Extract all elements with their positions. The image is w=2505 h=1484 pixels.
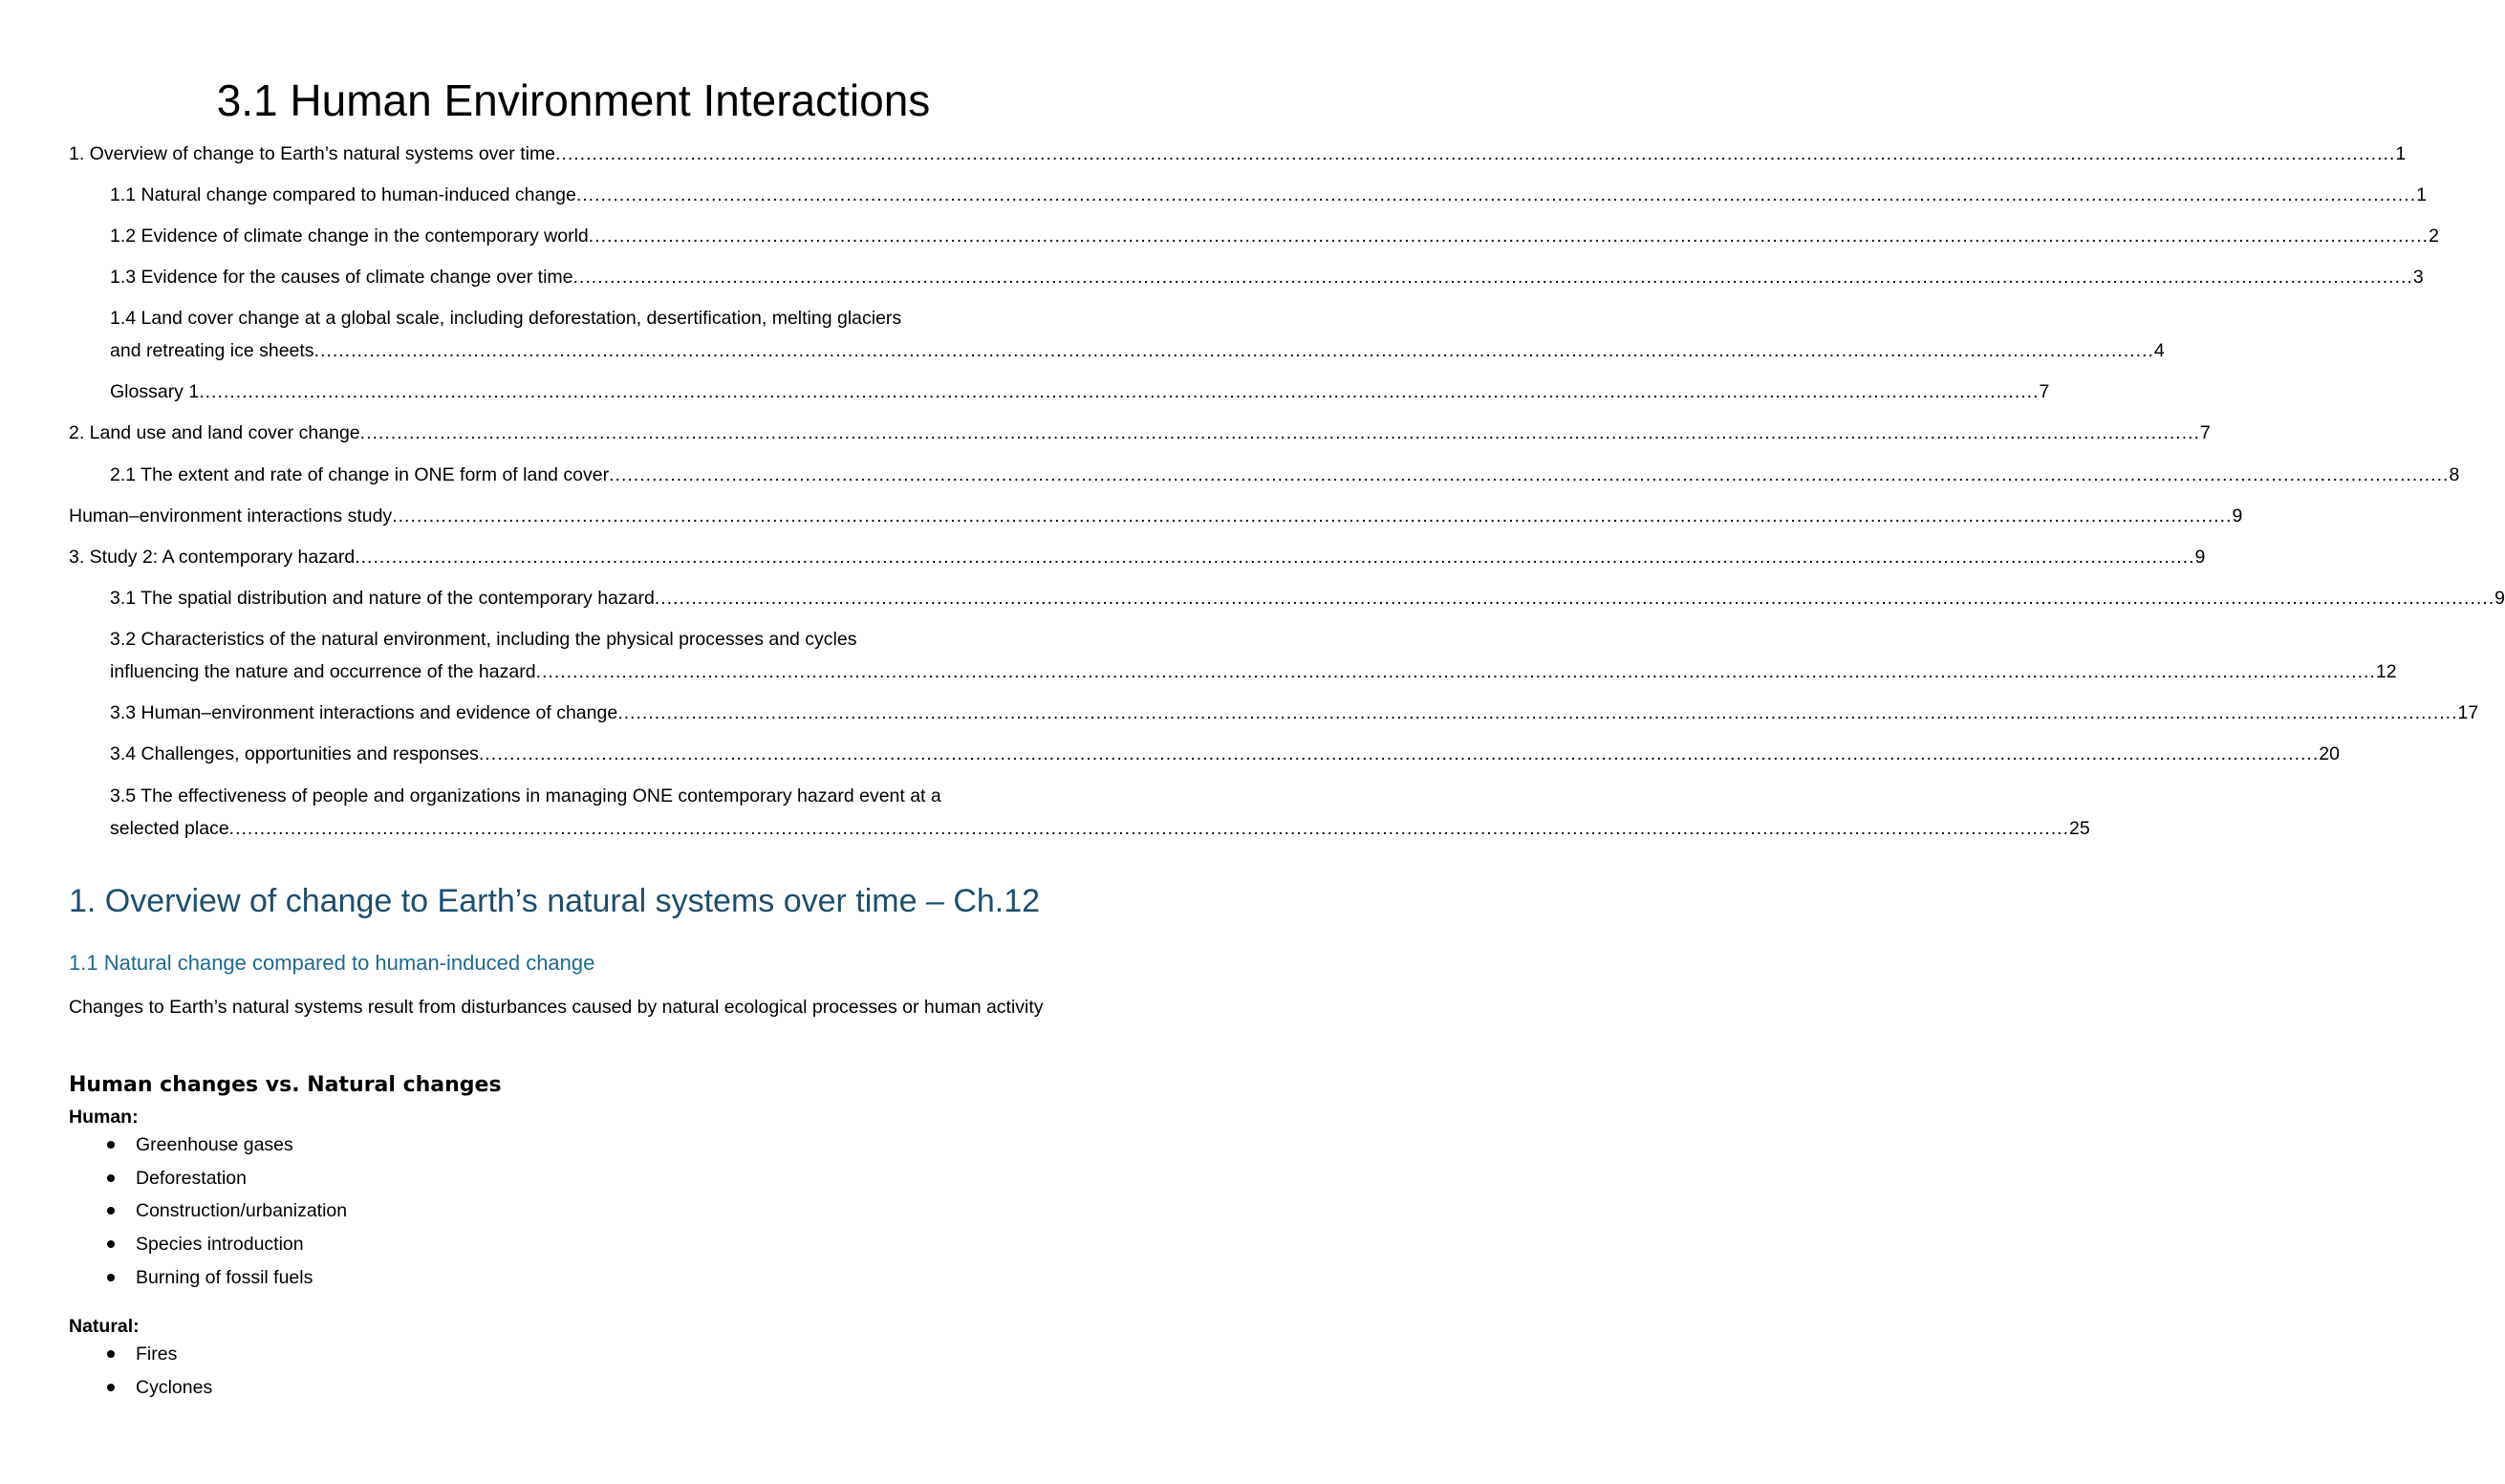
toc-entry[interactable]	[110, 738, 2340, 770]
toc-entry-text: 1. Overview of change to Earth’s natural systems over time	[69, 143, 556, 164]
toc-page-number: 4	[2153, 340, 2165, 361]
toc-entry[interactable]	[69, 500, 2243, 532]
toc-page-number: 2	[2429, 226, 2439, 247]
toc-entry[interactable]	[69, 417, 2211, 449]
toc-page-number: 7	[2199, 422, 2211, 443]
toc-page-number: 17	[2457, 702, 2479, 723]
toc-entry-text: 3. Study 2: A contemporary hazard	[69, 547, 356, 568]
toc-page-number: 9	[2232, 505, 2243, 527]
toc-entry[interactable]	[110, 582, 2505, 614]
natural-change-item	[69, 1338, 212, 1371]
list-item-text: Species introduction	[136, 1234, 304, 1256]
toc-dot-leader: ............................................................................................................................................................................................................................................................................................................	[478, 743, 2320, 764]
toc-dot-leader: ............................................................................................................................................................................................................................................................................................................	[228, 818, 2069, 839]
toc-page-number: 1	[2416, 184, 2428, 205]
list-item-text: Fires	[136, 1344, 178, 1365]
section-heading: 1. Overview of change to Earth’s natural systems over time – Ch.12	[69, 883, 1041, 919]
toc-entry-text: influencing the nature and occurrence of the hazard	[110, 661, 536, 682]
toc-page-number: 7	[2039, 381, 2050, 402]
toc-page-number: 9	[2494, 588, 2505, 609]
toc-entry-text-line1: 3.2 Characteristics of the natural environment, including the physical processes and cycles	[110, 629, 857, 650]
natural-label: Natural:	[69, 1316, 140, 1337]
toc-page-number: 1	[2395, 143, 2407, 164]
toc-dot-leader: ............................................................................................................................................................................................................................................................................................................	[392, 505, 2233, 527]
toc-entry-text: Human–environment interactions study	[69, 505, 393, 527]
human-change-item	[69, 1194, 347, 1228]
toc-entry-text: and retreating ice sheets	[110, 340, 314, 361]
toc-entry-text: 3.4 Challenges, opportunities and responses	[110, 743, 479, 764]
bullet-icon	[107, 1174, 115, 1182]
natural-change-item	[69, 1371, 212, 1405]
toc-entry[interactable]	[110, 376, 2050, 408]
toc-page-number: 12	[2375, 661, 2397, 682]
toc-page-number: 25	[2069, 818, 2090, 839]
toc-entry[interactable]	[110, 780, 2090, 845]
toc-dot-leader: ............................................................................................................................................................................................................................................................................................................	[359, 422, 2200, 443]
list-item-text: Construction/urbanization	[136, 1200, 348, 1222]
toc-entry[interactable]	[110, 220, 2439, 252]
list-item-text: Greenhouse gases	[136, 1134, 293, 1155]
bullet-icon	[107, 1274, 115, 1281]
bullet-icon	[107, 1350, 115, 1358]
bullet-icon	[107, 1240, 115, 1248]
toc-dot-leader: ............................................................................................................................................................................................................................................................................................................	[575, 184, 2417, 205]
bullet-icon	[107, 1141, 115, 1149]
human-changes-list	[69, 1129, 347, 1294]
toc-entry-text: 1.3 Evidence for the causes of climate change over time	[110, 267, 573, 288]
toc-entry-text: selected place	[110, 818, 229, 839]
toc-dot-leader: ............................................................................................................................................................................................................................................................................................................	[588, 226, 2429, 247]
toc-entry-text-line1: 3.5 The effectiveness of people and organizations in managing ONE contemporary hazard event at a	[110, 785, 941, 807]
toc-entry-text: Glossary 1	[110, 381, 200, 402]
toc-entry-text: 2. Land use and land cover change	[69, 422, 360, 443]
toc-dot-leader: ............................................................................................................................................................................................................................................................................................................	[555, 143, 2396, 164]
toc-entry-text: 1.2 Evidence of climate change in the contemporary world	[110, 226, 589, 247]
natural-changes-list	[69, 1338, 212, 1404]
bullet-icon	[107, 1207, 115, 1215]
toc-page-number: 3	[2412, 267, 2424, 288]
toc-entry[interactable]	[110, 623, 2397, 688]
list-item-text: Deforestation	[136, 1167, 247, 1189]
toc-dot-leader: ............................................................................................................................................................................................................................................................................................................	[609, 464, 2450, 485]
toc-entry-text-line1: 1.4 Land cover change at a global scale, including deforestation, desertification, melting glaciers	[110, 308, 902, 329]
toc-entry[interactable]	[69, 541, 2206, 573]
list-item-text: Cyclones	[136, 1376, 213, 1398]
human-label: Human:	[69, 1107, 139, 1128]
toc-entry[interactable]	[110, 459, 2460, 491]
subsection-heading: 1.1 Natural change compared to human-induced change	[69, 951, 595, 975]
toc-dot-leader: ............................................................................................................................................................................................................................................................................................................	[355, 547, 2195, 568]
toc-dot-leader: ............................................................................................................................................................................................................................................................................................................	[572, 267, 2413, 288]
bullet-icon	[107, 1384, 115, 1391]
toc-dot-leader: ............................................................................................................................................................................................................................................................................................................	[313, 340, 2154, 361]
document-title: 3.1 Human Environment Interactions	[216, 75, 931, 125]
toc-entry[interactable]	[69, 138, 2407, 170]
toc-entry[interactable]	[110, 261, 2424, 293]
toc-entry-text: 3.1 The spatial distribution and nature of the contemporary hazard	[110, 588, 655, 609]
toc-page-number: 9	[2194, 547, 2206, 568]
toc-page-number: 20	[2319, 743, 2340, 764]
list-item-text: Burning of fossil fuels	[136, 1266, 313, 1288]
human-change-item	[69, 1228, 347, 1261]
toc-entry[interactable]	[110, 697, 2479, 729]
human-change-item	[69, 1261, 347, 1295]
toc-dot-leader: ............................................................................................................................................................................................................................................................................................................	[654, 588, 2495, 609]
toc-entry-text: 3.3 Human–environment interactions and evidence of change	[110, 702, 618, 723]
toc-entry[interactable]	[110, 179, 2428, 211]
comparison-heading: Human changes vs. Natural changes	[69, 1073, 502, 1097]
human-change-item	[69, 1129, 347, 1162]
toc-entry-text: 2.1 The extent and rate of change in ONE form of land cover	[110, 464, 610, 485]
intro-paragraph: Changes to Earth’s natural systems result from disturbances caused by natural ecological processes or human activity	[69, 997, 1044, 1018]
toc-entry[interactable]	[110, 302, 2165, 367]
toc-dot-leader: ............................................................................................................................................................................................................................................................................................................	[535, 661, 2376, 682]
toc-dot-leader: ............................................................................................................................................................................................................................................................................................................	[617, 702, 2458, 723]
human-change-item	[69, 1162, 347, 1195]
toc-page-number: 8	[2449, 464, 2460, 485]
toc-entry-text: 1.1 Natural change compared to human-induced change	[110, 184, 576, 205]
toc-dot-leader: ............................................................................................................................................................................................................................................................................................................	[199, 381, 2040, 402]
